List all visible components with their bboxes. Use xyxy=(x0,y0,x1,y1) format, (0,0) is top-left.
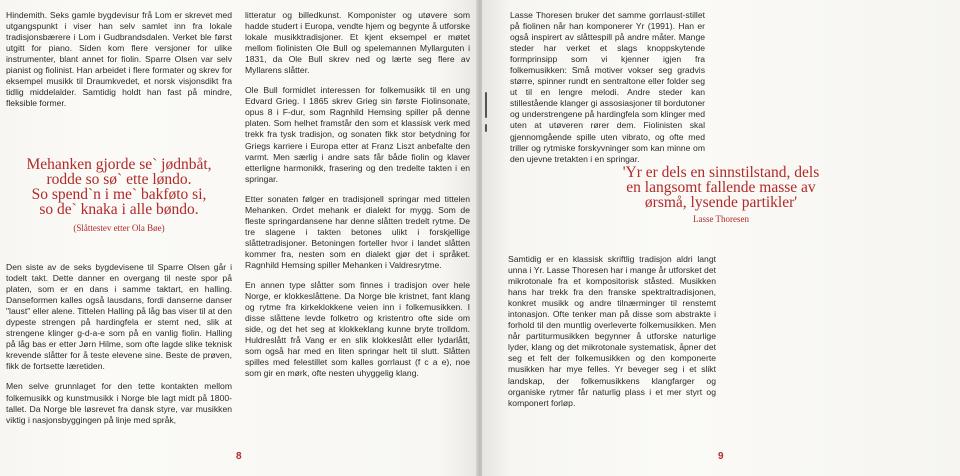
left-column-1-lower xyxy=(6,262,232,435)
page-number-right: 9 xyxy=(718,451,724,462)
poem-line: rodde so sø` ette løndo. xyxy=(46,171,192,188)
poem-source: (Slåttestev etter Ola Bøe) xyxy=(73,223,165,233)
poem-block xyxy=(6,157,232,233)
paragraph: En annen type slåtter som finnes i tradisjon over hele Norge, er klokkeslåttene. Da Norge ble kristnet, fant klang og rytme fra kirkeklokkene veien inn i folkemusikken. I disse slåttene levde folketro og kristentro ofte side om side, og det het seg at klokkeklang kunne bryte trolldom. Huldreslått frå Vang er en slik klokkeslått eller lydarlått, som også har med en liten springar helt til slutt. Slåtten spilles med felestillet som kalles gorrlaust (f c a e), noe som gir en mørk, ofte nesten uhyggelig klang. xyxy=(245,280,470,379)
left-column-2 xyxy=(245,10,470,388)
right-column-bottom xyxy=(508,254,716,418)
poem-line: So spend`n i me` bakføto si, xyxy=(31,186,207,203)
paragraph: Ole Bull formidlet interessen for folkemusikk til en ung Edvard Grieg. I 1865 skrev Grieg sin første Fiolinsonate, opus 8 i F-dur, som Ragnhild Hemsing spiller på denne platen. Som helhet framstår den som et klassisk verk med trekk fra tysk tradisjon, og sonaten fikk stor betydning for Griegs karriere i Europa etter at Franz Liszt anbefalte den varmt. Men særlig i andre sats får både fiolin og klaver etterligne harmonikk, frasering og den tredelte takten i en springar. xyxy=(245,85,470,184)
left-column-1 xyxy=(6,10,232,118)
paragraph: Den siste av de seks bygdevisene til Sparre Olsen går i todelt takt. Dette danner en overgang til neste spor på platen, som er en dans i samme taktart, en halling. Danseformen kalles også lausdans, fordi danserne danser "laust" eller alene. Tittelen Halling på låg bas viser til at den dypeste strengen på hardingfela er stemt ned, slik at strengene klinger g-d-a-e som på en vanlig fiolin. Halling på låg bas er etter Jørn Hilme, som ofte lagde slike teknisk krevende slåtter for å teste elevene sine. Beste de prøven, fikk de fortsette læretiden. xyxy=(6,262,232,372)
paragraph: Etter sonaten følger en tradisjonell springar med tittelen Mehanken. Ordet mehank er dialekt for mygg. Som de fleste springardansene har denne slåtten tredelt rytme. De tre slagene i takten betones ulikt i forskjellige slåttetradisjoner. Betoningen forteller hvor i landet slåtten kommer fra, nesten som en dialekt gjør det i språket. Ragnhild Hemsing spiller Mehanken i Valdresrytme. xyxy=(245,193,470,270)
quote-line: 'Yr er dels en sinnstilstand, dels xyxy=(622,164,820,181)
paragraph: litteratur og billedkunst. Komponister og utøvere som hadde studert i Europa, vendte hjem og begynte å utforske lokale musikktradisjoner. Et kjent eksempel er møtet mellom fiolinisten Ole Bull og spelemannen Myllarguten i 1831, da Ole Bull skrev ned og lærte seg flere av Myllarens slåtter. xyxy=(245,10,470,76)
paragraph: Samtidig er en klassisk skriftlig tradisjon aldri langt unna i Yr. Lasse Thoresen har i mange år utforsket det mikrotonale fra et kompositorisk ståsted. Musikken hans har trekk fra den franske spektraltradisjonen, konkret musikk og andre tilnærminger til renstemt intonasjon. Ofte tenker man på disse som abstrakte i forhold til den muntlig overleverte folkemusikken. Men når partiturmusikken begynner å utforske naturlige lyder, klang og det mikrotonale systematisk, åpner det seg et felt der folkemusikken og den komponerte musikken har mye felles. Yr beveger seg i et slikt landskap, der folkemusikkens klangfarger og organiske rytmer får naturlig plass i et mer styrt og komponert forløp. xyxy=(508,254,716,408)
paragraph: Men selve grunnlaget for den tette kontakten mellom folkemusikk og kunstmusikk i Norge ble lagt midt på 1800-tallet. Da Norge ble løsrevet fra dansk styre, var musikken viktig i nasjonsbyggingen på linje med språk, xyxy=(6,381,232,425)
right-column-top xyxy=(510,10,705,174)
paragraph: Hindemith. Seks gamle bygdevisur frå Lom er skrevet med utgangspunkt i viser han selv samlet inn fra lokale tradisjonsbærere i Lom i Gudbrandsdalen. Verket ble først utgitt for piano. Siden kom flere versjoner for ulike instrumenter, blant annet for fiolin. Sparre Olsen var selv pianist og fiolinist. Han arbeidet i flere formater og skrev for eksempel musikk til Draumkvedet, et norsk visjonsdikt fra tidlig middelalder. Samtidig holdt han fast på mindre, fleksible former. xyxy=(6,10,232,109)
quote-line: ørsmå, lysende partikler' xyxy=(644,194,798,211)
binding-mark xyxy=(485,92,487,118)
page-number-left: 8 xyxy=(236,451,242,462)
poem-line: Mehanken gjorde se` jødnbåt, xyxy=(26,156,212,173)
quote-source: Lasse Thoresen xyxy=(692,214,750,224)
poem-line: so de` knaka i alle bøndo. xyxy=(39,201,199,218)
pull-quote xyxy=(482,165,960,210)
right-page xyxy=(482,0,960,476)
binding-mark xyxy=(485,124,487,132)
left-page xyxy=(0,0,478,476)
quote-line: en langsomt fallende masse av xyxy=(626,179,816,196)
paragraph: Lasse Thoresen bruker det samme gorrlaust-stillet på fiolinen når han komponerer Yr (1991). Han er også inspirert av slåttespill på andre måter. Mange steder har verket et slags knoppskytende formprinsipp som vi kjenner igjen fra folkemusikken: Små motiver vokser seg gradvis større, spinner rundt en sentraltone eller folder seg ut til en lengre melodi. Andre steder kan stillestående klanger gi assosiasjoner til bordutoner og understrengene på hardingfela som klinger med uten at utøveren rører dem. Fiolinisten skal gjennomgående spille uten vibrato, og ofte med triller og rytmiske forskyvninger som kan minne om den ujevne tretakten i en springar. xyxy=(510,10,705,164)
